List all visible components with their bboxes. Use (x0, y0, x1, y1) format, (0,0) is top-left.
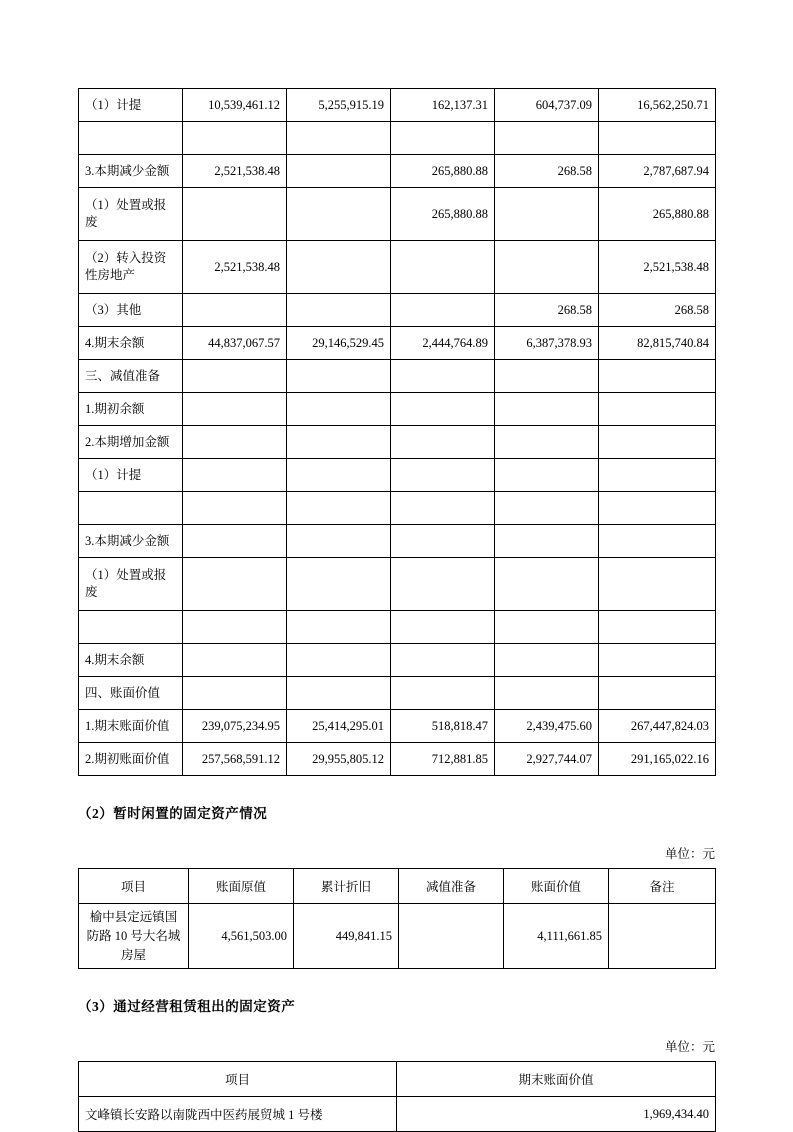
row-value (183, 360, 287, 393)
row-value (495, 241, 599, 294)
table-row (79, 904, 716, 969)
row-value: 2,521,538.48 (183, 241, 287, 294)
row-value: 10,539,461.12 (183, 89, 287, 122)
table-row (79, 294, 716, 327)
table-row (79, 558, 716, 611)
row-label: （2）转入投资性房地产 (79, 241, 183, 294)
row-value (183, 525, 287, 558)
row-value (599, 426, 716, 459)
row-value: 6,387,378.93 (495, 327, 599, 360)
row-value (183, 459, 287, 492)
row-label: （1）计提 (79, 459, 183, 492)
fixed-assets-table-body (79, 89, 716, 776)
row-value (183, 294, 287, 327)
column-header: 备注 (609, 869, 716, 904)
row-value (183, 644, 287, 677)
row-value: 2,521,538.48 (599, 241, 716, 294)
row-value (287, 611, 391, 644)
row-value: 267,447,824.03 (599, 710, 716, 743)
row-label (79, 492, 183, 525)
row-value (495, 188, 599, 241)
table-row (79, 611, 716, 644)
row-value (287, 122, 391, 155)
table-row (79, 459, 716, 492)
row-value: 265,880.88 (391, 155, 495, 188)
row-label: 文峰镇长安路以南陇西中医药展贸城 1 号楼 (79, 1097, 397, 1132)
row-value (495, 360, 599, 393)
row-value (183, 426, 287, 459)
row-value: 162,137.31 (391, 89, 495, 122)
row-value: 712,881.85 (391, 743, 495, 776)
row-value (391, 677, 495, 710)
row-value: 82,815,740.84 (599, 327, 716, 360)
row-value (391, 611, 495, 644)
row-value: 2,521,538.48 (183, 155, 287, 188)
row-value (495, 426, 599, 459)
row-value: 239,075,234.95 (183, 710, 287, 743)
row-label: （1）处置或报废 (79, 558, 183, 611)
column-header: 项目 (79, 869, 189, 904)
column-header: 账面原值 (189, 869, 294, 904)
row-value (287, 677, 391, 710)
row-value (391, 122, 495, 155)
row-value (399, 904, 504, 969)
row-label (79, 122, 183, 155)
row-value (287, 188, 391, 241)
row-value (599, 644, 716, 677)
table-row (79, 1097, 716, 1132)
row-value: 268.58 (599, 294, 716, 327)
column-header: 账面价值 (504, 869, 609, 904)
table-row (79, 677, 716, 710)
row-value (495, 122, 599, 155)
row-value (183, 188, 287, 241)
row-value: 2,787,687.94 (599, 155, 716, 188)
table-row (79, 241, 716, 294)
row-value: 5,255,915.19 (287, 89, 391, 122)
row-value (391, 241, 495, 294)
table-row (79, 393, 716, 426)
row-value (599, 677, 716, 710)
row-value (609, 904, 716, 969)
row-value (287, 155, 391, 188)
table-row (79, 426, 716, 459)
row-value (391, 459, 495, 492)
row-label: 4.期末余额 (79, 644, 183, 677)
idle-fixed-assets-table (78, 868, 716, 969)
row-value (391, 294, 495, 327)
row-value (599, 611, 716, 644)
table-header-row (79, 1062, 716, 1097)
row-value (183, 122, 287, 155)
column-header: 累计折旧 (294, 869, 399, 904)
row-value (287, 360, 391, 393)
operating-lease-assets-body (79, 1062, 716, 1132)
row-value (183, 492, 287, 525)
row-value (391, 393, 495, 426)
row-value (599, 525, 716, 558)
row-label: 2.本期增加金额 (79, 426, 183, 459)
row-value: 44,837,067.57 (183, 327, 287, 360)
row-value (391, 644, 495, 677)
column-header: 期末账面价值 (397, 1062, 716, 1097)
row-value (183, 677, 287, 710)
row-label: （3）其他 (79, 294, 183, 327)
row-value: 449,841.15 (294, 904, 399, 969)
row-value: 268.58 (495, 294, 599, 327)
table-row (79, 327, 716, 360)
row-label: 2.期初账面价值 (79, 743, 183, 776)
row-value (495, 492, 599, 525)
row-label: （1）计提 (79, 89, 183, 122)
row-value (287, 558, 391, 611)
row-value: 29,955,805.12 (287, 743, 391, 776)
row-value: 1,969,434.40 (397, 1097, 716, 1132)
row-label: 1.期初余额 (79, 393, 183, 426)
row-value (495, 644, 599, 677)
row-value (391, 558, 495, 611)
row-value (287, 393, 391, 426)
row-label: 4.期末余额 (79, 327, 183, 360)
table-row (79, 644, 716, 677)
row-label (79, 611, 183, 644)
row-value (183, 393, 287, 426)
row-value (287, 525, 391, 558)
row-value (287, 459, 391, 492)
row-value: 2,444,764.89 (391, 327, 495, 360)
row-value: 4,111,661.85 (504, 904, 609, 969)
row-label: （1）处置或报废 (79, 188, 183, 241)
unit-label-operating-lease: 单位：元 (664, 1040, 715, 1055)
row-value: 268.58 (495, 155, 599, 188)
row-value: 291,165,022.16 (599, 743, 716, 776)
row-value (287, 644, 391, 677)
row-value (287, 241, 391, 294)
table-row (79, 360, 716, 393)
section-heading-idle-assets: （2）暂时闲置的固定资产情况 (78, 806, 268, 821)
row-label: 1.期末账面价值 (79, 710, 183, 743)
idle-fixed-assets-body (79, 869, 716, 969)
row-value (599, 492, 716, 525)
row-value (287, 492, 391, 525)
row-value: 4,561,503.00 (189, 904, 294, 969)
row-value (391, 426, 495, 459)
row-value: 2,439,475.60 (495, 710, 599, 743)
row-value (287, 426, 391, 459)
row-value (495, 393, 599, 426)
table-row (79, 525, 716, 558)
row-value: 25,414,295.01 (287, 710, 391, 743)
table-row (79, 89, 716, 122)
section-heading-operating-lease-assets: （3）通过经营租赁租出的固定资产 (78, 999, 296, 1015)
row-value (391, 492, 495, 525)
row-value: 518,818.47 (391, 710, 495, 743)
row-value: 2,927,744.07 (495, 743, 599, 776)
row-label: 3.本期减少金额 (79, 155, 183, 188)
table-row (79, 492, 716, 525)
fixed-assets-continuation-table (78, 88, 716, 776)
table-header-row (79, 869, 716, 904)
row-value (599, 393, 716, 426)
table-row (79, 122, 716, 155)
table-row (79, 155, 716, 188)
row-label: 3.本期减少金额 (79, 525, 183, 558)
row-value (495, 558, 599, 611)
row-value (391, 360, 495, 393)
row-value: 16,562,250.71 (599, 89, 716, 122)
row-value: 265,880.88 (599, 188, 716, 241)
row-value (495, 525, 599, 558)
operating-lease-assets-table (78, 1061, 716, 1132)
row-label: 榆中县定远镇国防路 10 号大名城房屋 (79, 904, 189, 969)
row-value (495, 611, 599, 644)
row-value (599, 122, 716, 155)
row-label: 三、减值准备 (79, 360, 183, 393)
row-value (183, 558, 287, 611)
row-value: 29,146,529.45 (287, 327, 391, 360)
row-value (287, 294, 391, 327)
row-value (599, 558, 716, 611)
row-value (183, 611, 287, 644)
column-header: 减值准备 (399, 869, 504, 904)
row-value: 257,568,591.12 (183, 743, 287, 776)
table-row (79, 188, 716, 241)
row-value: 265,880.88 (391, 188, 495, 241)
row-value (391, 525, 495, 558)
row-value (495, 677, 599, 710)
unit-label-idle-assets: 单位：元 (664, 847, 715, 861)
column-header: 项目 (79, 1062, 397, 1097)
row-value (495, 459, 599, 492)
row-value: 604,737.09 (495, 89, 599, 122)
row-value (599, 459, 716, 492)
table-row (79, 743, 716, 776)
row-value (599, 360, 716, 393)
row-label: 四、账面价值 (79, 677, 183, 710)
table-row (79, 710, 716, 743)
